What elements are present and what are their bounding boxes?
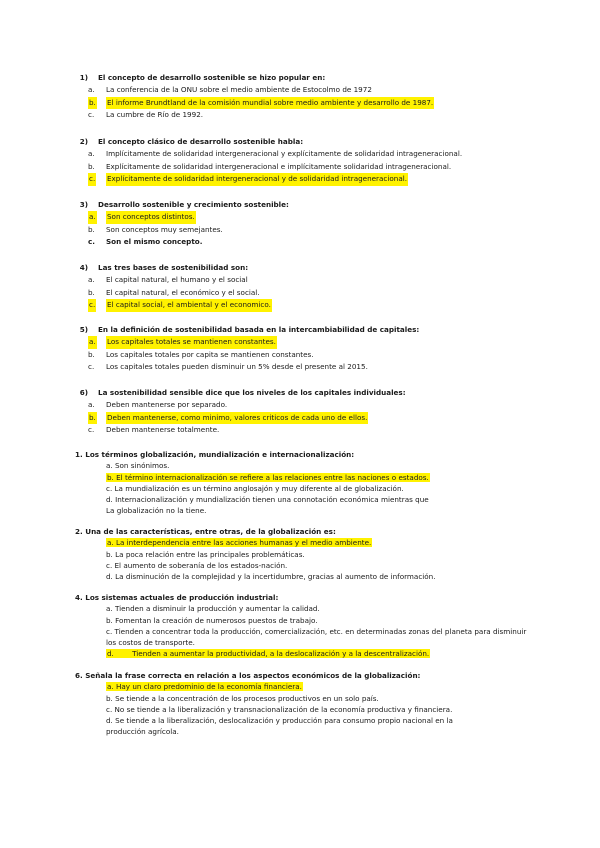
option-letter: b.: [88, 224, 95, 234]
option-text: La conferencia de la ONU sobre el medio ambiente de Estocolmo de 1972: [106, 85, 372, 94]
question-block: [75, 526, 436, 582]
option-letter: b.: [88, 287, 95, 297]
option-text: Son conceptos muy semejantes.: [106, 224, 223, 234]
option-text: Los capitales totales pueden disminuir un 5% desde el presente al 2015.: [106, 362, 368, 371]
question-title: 4. Los sistemas actuales de producción industrial:: [75, 593, 279, 602]
question-title: En la definición de sostenibilidad basada en la intercambiabilidad de capitales:: [98, 325, 420, 334]
question-number: 2): [79, 137, 88, 146]
answer-line: a. Son sinónimos.: [106, 461, 170, 471]
option-text: Implícitamente de solidaridad intergeneracional y explícitamente de solidaridad intrageneracional.: [106, 149, 463, 158]
question-title: El concepto de desarrollo sostenible se hizo popular en:: [98, 73, 326, 82]
option-text: Deben mantenerse por separado.: [106, 400, 228, 409]
question-number: 3): [79, 200, 88, 209]
option-letter: a.: [88, 149, 95, 158]
answer-line: a. Tienden a disminuir la producción y aumentar la calidad.: [106, 604, 320, 614]
answer-line: c. Tienden a concentrar toda la producción, comercialización, etc. en determinadas zonas del planeta para disminuir: [106, 626, 527, 636]
answer-line: los costos de transporte.: [106, 638, 195, 648]
option-letter: c.: [88, 237, 95, 246]
question-number: 5): [79, 325, 88, 334]
option-text-highlighted: Son conceptos distintos.: [106, 211, 196, 224]
answer-line: d. Internacionalización y mundialización tienen una connotación económica mientras que: [106, 495, 429, 505]
option-letter: c.: [88, 110, 95, 119]
option-text-highlighted: Los capitales totales se mantienen constantes.: [106, 336, 277, 349]
option-text-highlighted: El capital social, el ambiental y el economico.: [106, 299, 272, 312]
option-text: Deben mantenerse totalmente.: [106, 425, 220, 434]
option-text: Son el mismo concepto.: [106, 237, 203, 246]
question-number: 4): [79, 263, 88, 272]
answer-line: producción agrícola.: [106, 727, 179, 737]
answer-line: La globalización no la tiene.: [106, 506, 207, 516]
answer-line-highlighted: b. El término internacionalización se refiere a las relaciones entre las naciones o estados.: [107, 472, 429, 482]
question-number: 1): [79, 73, 88, 82]
answer-line: d. La disminución de la complejidad y la incertidumbre, gracias al aumento de información.: [106, 572, 436, 582]
option-letter: b.: [88, 161, 95, 171]
question-title: Desarrollo sostenible y crecimiento sostenible:: [98, 200, 289, 209]
option-letter: c.: [88, 299, 96, 312]
answer-line: b. Se tiende a la concentración de los procesos productivos en un solo país.: [106, 693, 379, 703]
question-title: La sostenibilidad sensible dice que los niveles de los capitales individuales:: [98, 388, 406, 397]
option-letter: a.: [88, 85, 95, 94]
answer-line: c. El aumento de soberanía de los estados-nación.: [106, 560, 288, 570]
answer-line-highlighted: d. Tienden a aumentar la productividad, a la deslocalización y a la descentralización.: [107, 649, 430, 659]
option-letter: b.: [88, 349, 95, 359]
question-title: Las tres bases de sostenibilidad son:: [98, 263, 249, 272]
question-title: 2. Una de las características, entre otras, de la globalización es:: [75, 527, 336, 536]
answer-line: b. Fomentan la creación de numerosos puestos de trabajo.: [106, 615, 318, 625]
answer-line: b. La poca relación entre las principales problemáticas.: [106, 549, 305, 559]
question-title: 6. Señala la frase correcta en relación a los aspectos económicos de la globalización:: [75, 671, 421, 680]
answer-line-highlighted: a. La interdependencia entre las acciones humanas y el medio ambiente.: [107, 538, 372, 548]
option-letter: c.: [88, 425, 95, 434]
option-letter: b.: [88, 97, 97, 110]
question-number: 6): [79, 388, 88, 397]
option-text: El capital natural, el económico y el social.: [106, 287, 260, 297]
option-letter: a.: [88, 211, 97, 224]
option-text: El capital natural, el humano y el social: [106, 275, 248, 284]
option-letter: a.: [88, 400, 95, 409]
question-block: [75, 592, 526, 660]
option-text-highlighted: Deben mantenerse, como minimo, valores criticos de cada uno de ellos.: [106, 412, 368, 425]
option-text-highlighted: El informe Brundtland de la comisión mundial sobre medio ambiente y desarrollo de 1987.: [106, 97, 434, 110]
question-title: El concepto clásico de desarrollo sostenible habla:: [98, 137, 304, 146]
option-letter: b.: [88, 412, 97, 425]
option-text: La cumbre de Río de 1992.: [106, 110, 204, 119]
answer-line: d. Se tiende a la liberalización, deslocalización y producción para consumo propio nacional en la: [106, 716, 453, 726]
option-text-highlighted: Explícitamente de solidaridad intergeneracional y de solidaridad intrageneracional.: [106, 173, 408, 186]
answer-line-highlighted: a. Hay un claro predominio de la economía financiera.: [107, 682, 302, 692]
option-text: Los capitales totales por capita se mantienen constantes.: [106, 349, 314, 359]
question-block: [75, 449, 430, 517]
option-letter: a.: [88, 275, 95, 284]
question-title: 1. Los términos globalización, mundialización e internacionalización:: [75, 450, 355, 459]
answer-line: c. No se tiende a la liberalización y transnacionalización de la economía productiva y financiera.: [106, 704, 453, 714]
option-letter: c.: [88, 362, 95, 371]
answer-line: c. La mundialización es un término anglosajón y muy diferente al de globalización.: [106, 483, 404, 493]
option-text: Explícitamente de solidaridad intergeneracional e implícitamente solidaridad intrageneracional.: [106, 161, 452, 171]
option-letter: a.: [88, 336, 97, 349]
question-block: [75, 670, 453, 738]
option-letter: c.: [88, 173, 96, 186]
